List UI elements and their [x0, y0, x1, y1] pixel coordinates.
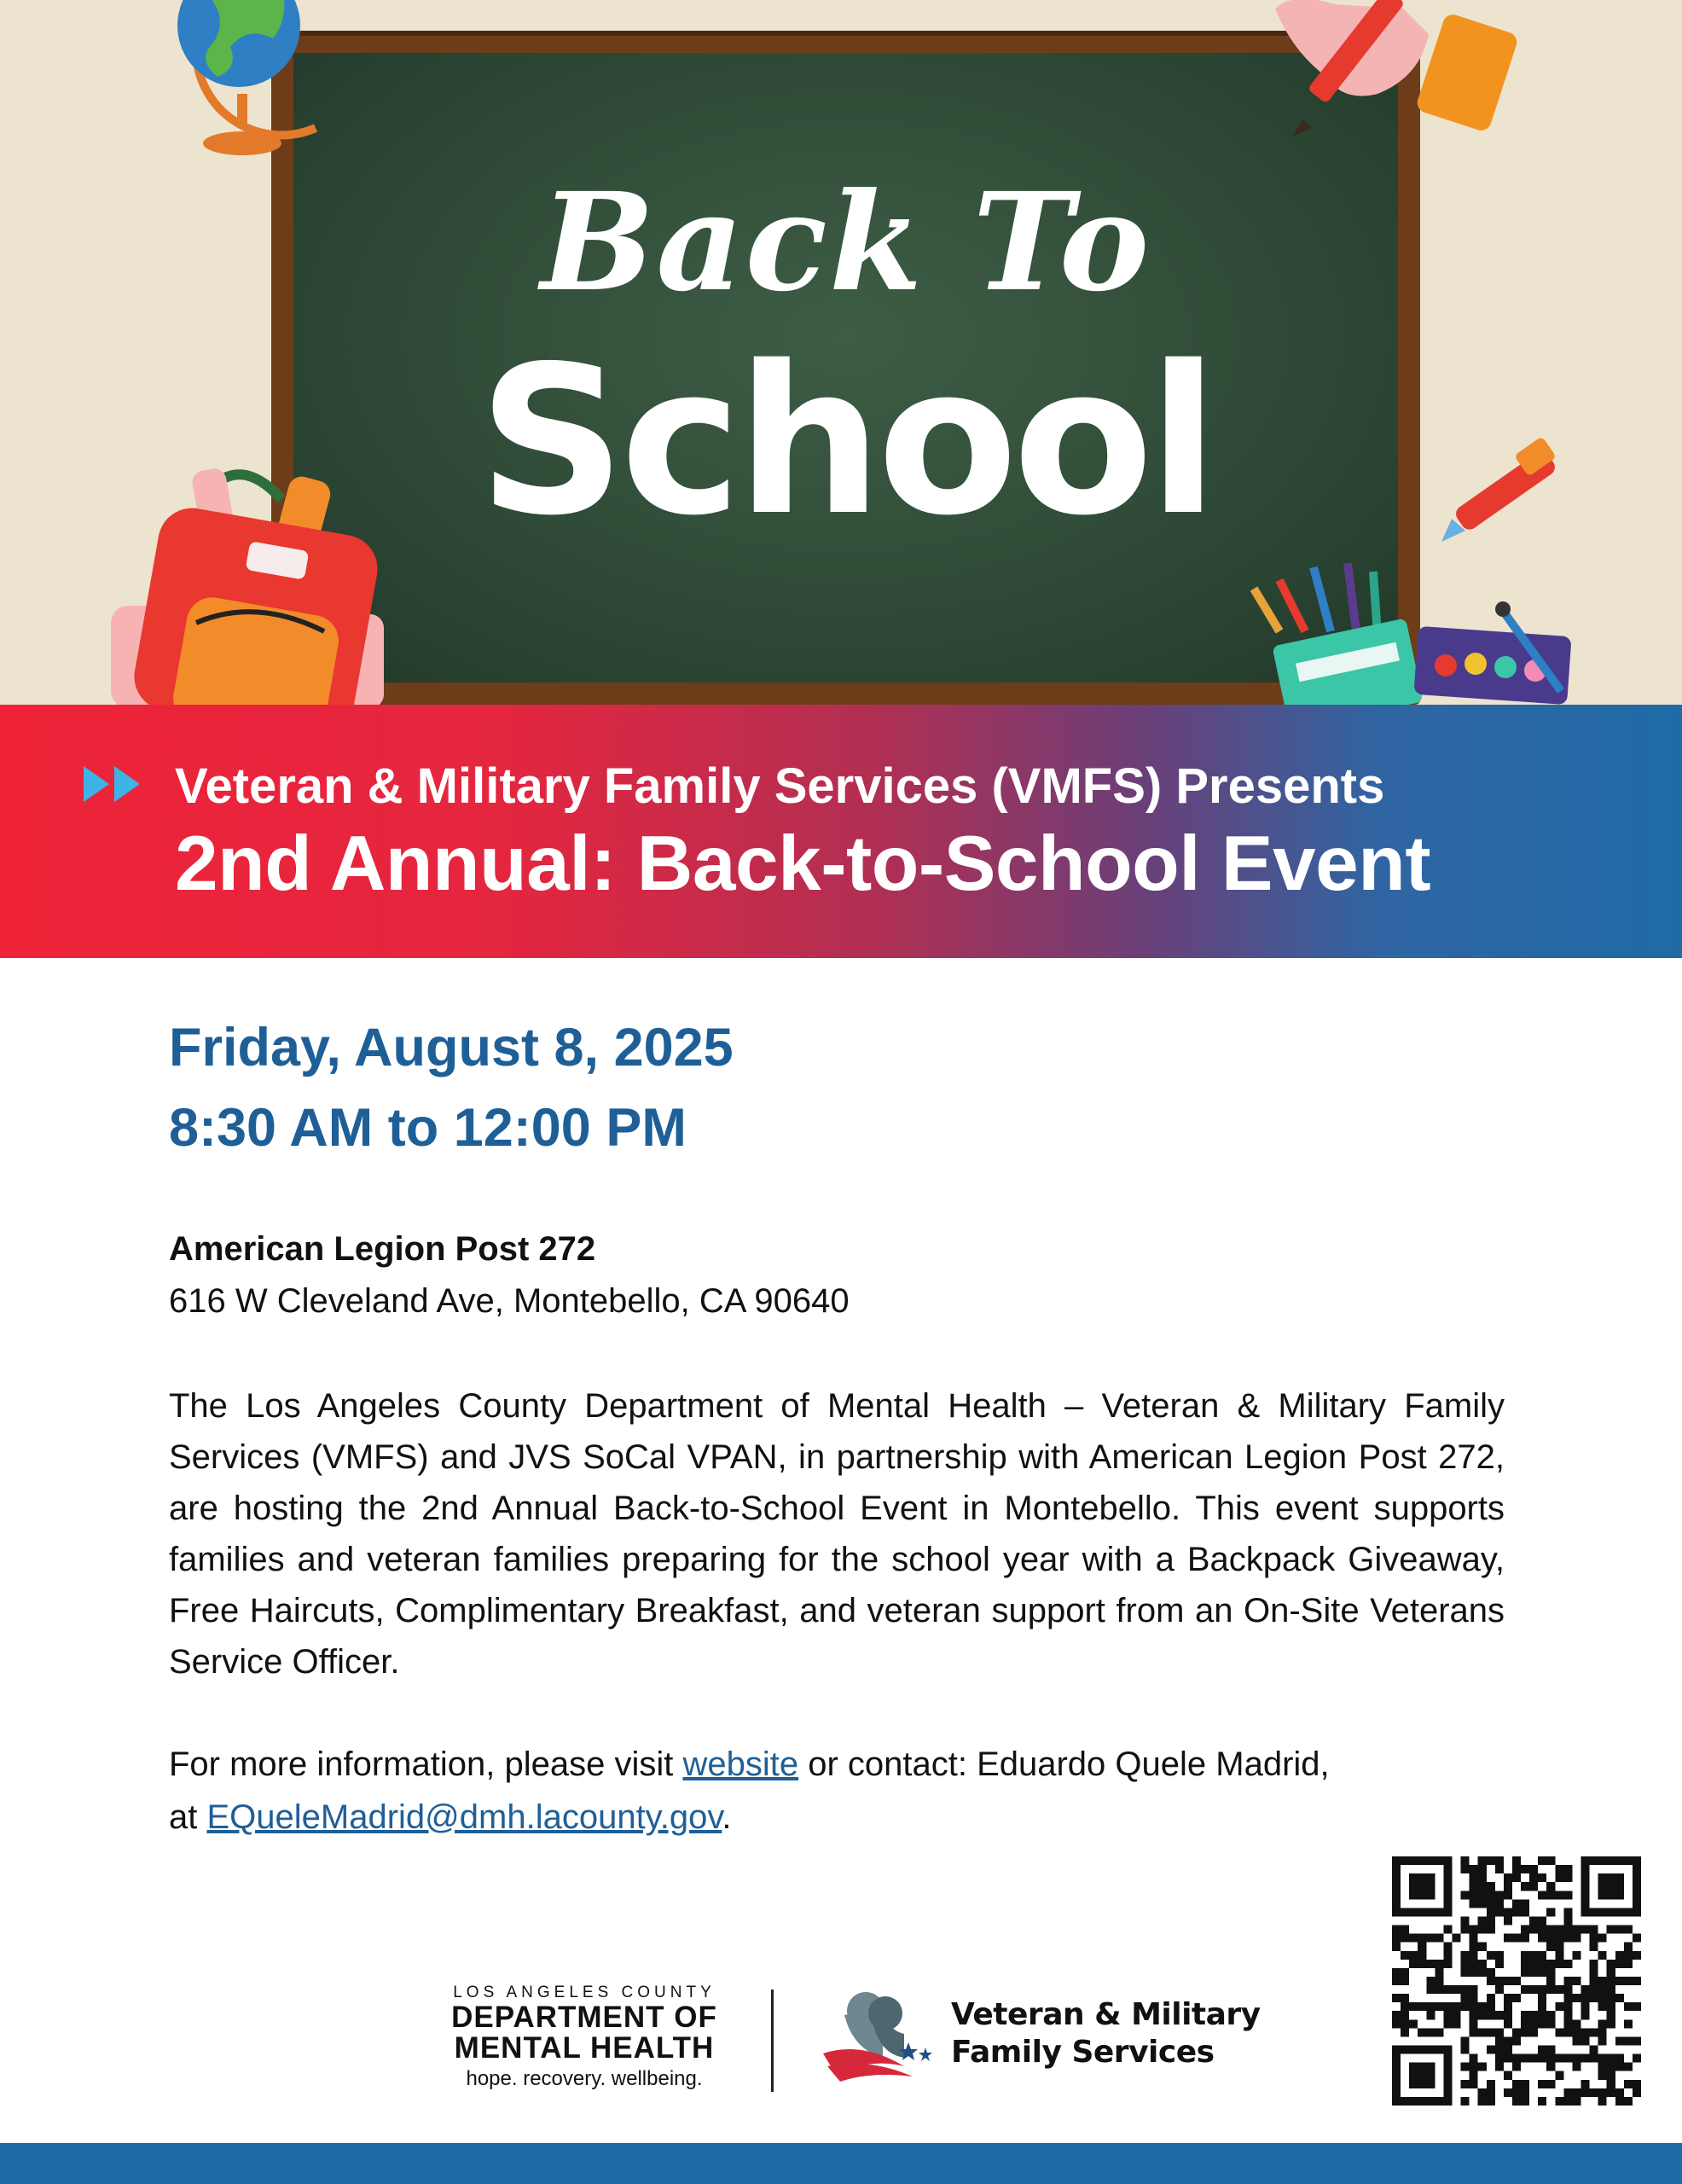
dmh-logo [435, 1984, 734, 2091]
dmh-county-label: LOS ANGELES COUNTY [453, 1984, 716, 2001]
qr-code-icon[interactable] [1392, 1856, 1641, 2106]
globe-icon [145, 0, 341, 171]
email-link[interactable]: EQueleMadrid@dmh.lacounty.gov [206, 1798, 722, 1836]
bottom-color-bar [0, 2143, 1682, 2184]
event-description: The Los Angeles County Department of Mental Health – Veteran & Military Family Services (VMFS) and JVS SoCal VPAN, in partnership with American Legion Post 272, are hosting the 2nd Annual Back-to-School Event in Montebello. This event supports families and veteran families preparing for the school year with a Backpack Giveaway, Free Haircuts, Complimentary Breakfast, and veteran support from an On-Site Veterans Service Officer. [169, 1387, 1505, 1681]
venue-address: 616 W Cleveland Ave, Montebello, CA 90640 [169, 1282, 850, 1320]
event-time: 8:30 AM to 12:00 PM [169, 1098, 687, 1158]
more-info-paragraph [169, 1738, 1534, 1844]
venue-name: American Legion Post 272 [169, 1230, 596, 1268]
vmfs-name-line1: Veteran & Military [951, 1997, 1261, 2032]
banner-event-title: 2nd Annual: Back-to-School Event [175, 821, 1431, 907]
title-banner [0, 705, 1682, 958]
dmh-department-label: DEPARTMENT OF [451, 2001, 717, 2034]
hero-title-school: School [478, 322, 1214, 561]
hero-title-back-to: Back To [540, 164, 1151, 322]
hand-with-crayon-icon [1258, 0, 1531, 154]
backpack-icon [85, 452, 392, 705]
more-info-prefix: For more information, please visit [169, 1745, 683, 1783]
vmfs-emblem-icon [819, 1981, 938, 2083]
dmh-mental-health-label: MENTAL HEALTH [454, 2031, 715, 2065]
vmfs-name-line2: Family Services [951, 2035, 1215, 2070]
more-info-at: at [169, 1798, 207, 1836]
hero-illustration [0, 0, 1682, 705]
paint-palette-icon [1407, 597, 1578, 705]
dmh-tagline: hope. recovery. wellbeing. [466, 2067, 703, 2090]
event-date: Friday, August 8, 2025 [169, 1018, 734, 1077]
website-link[interactable]: website [682, 1745, 799, 1783]
chalkboard-surface [293, 53, 1398, 682]
banner-presenter: Veteran & Military Family Services (VMFS) Presents [175, 758, 1385, 814]
pen-icon [1433, 427, 1569, 555]
logo-divider [771, 1989, 774, 2092]
more-info-contact: or contact: Eduardo Quele Madrid, [798, 1745, 1330, 1783]
double-arrow-icon [78, 763, 147, 805]
pencil-cup-icon [1245, 555, 1433, 705]
more-info-suffix: . [722, 1798, 732, 1836]
